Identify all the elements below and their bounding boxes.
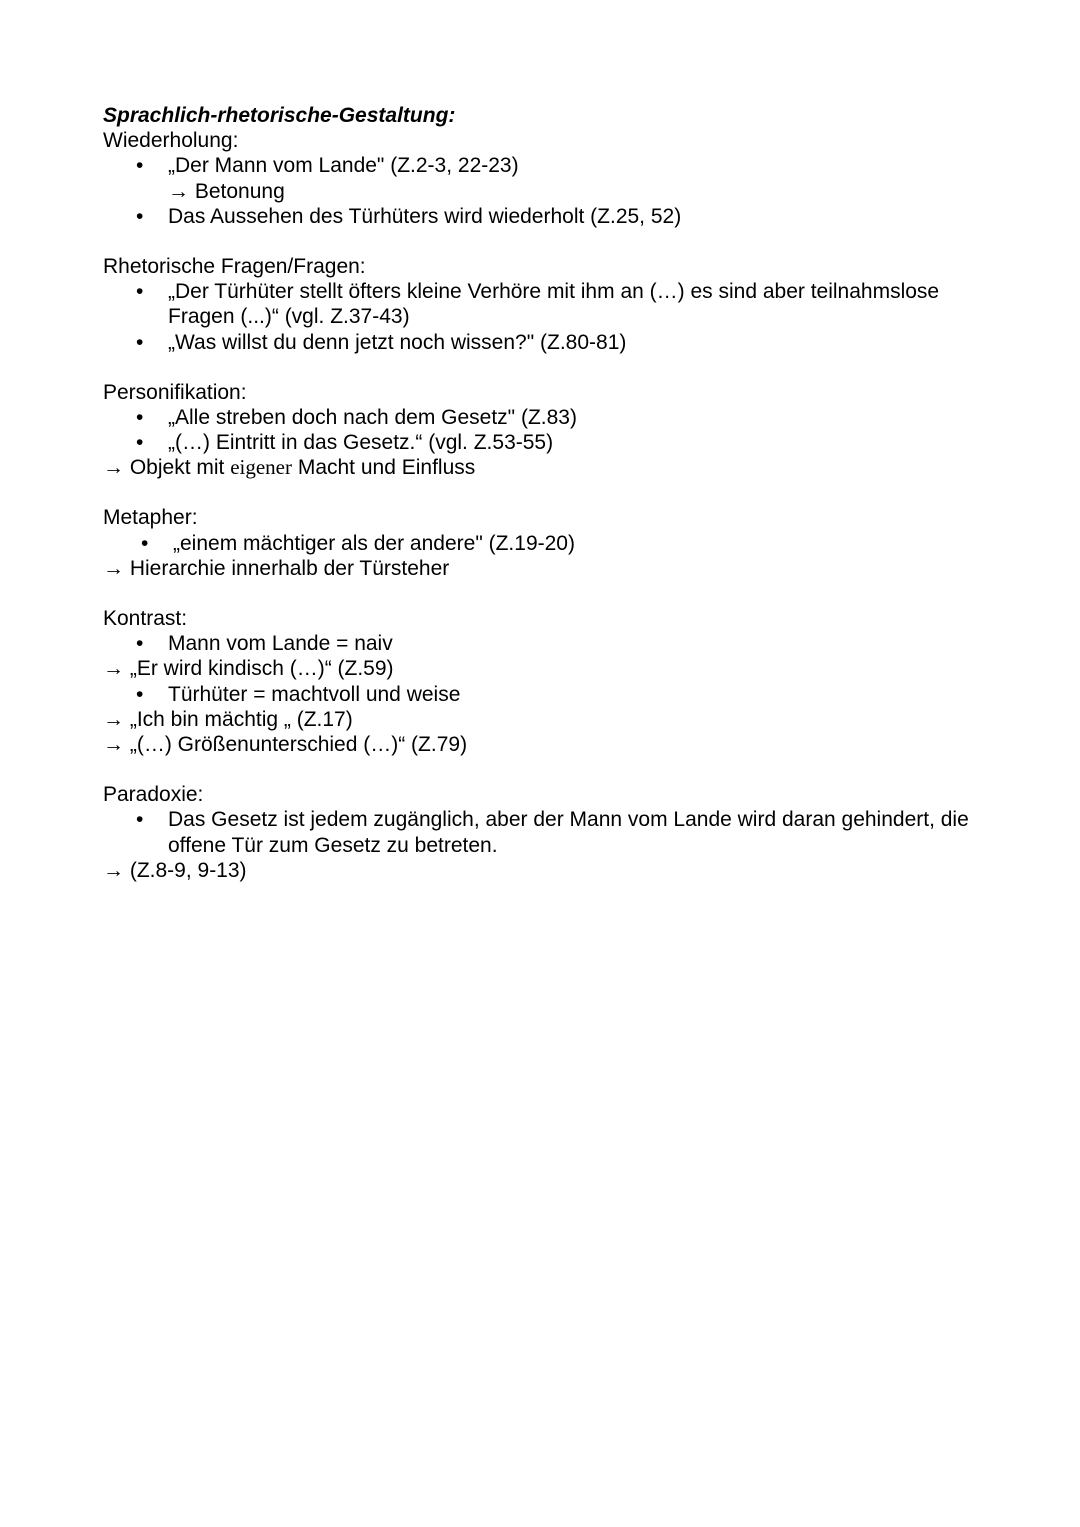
bullet-icon: • — [136, 808, 144, 832]
bullet-icon: • — [136, 280, 144, 304]
list-item-text: Das Aussehen des Türhüters wird wiederholt (Z.25, 52) — [168, 204, 682, 228]
bullet-icon: • — [136, 682, 144, 706]
note-line: → Hierarchie innerhalb der Türsteher — [103, 556, 450, 580]
list-item — [103, 531, 1003, 556]
section-heading-personifikation: Personifikation: — [103, 380, 247, 404]
bullet-icon: • — [136, 405, 144, 429]
list-item — [103, 153, 1003, 178]
list-item — [103, 682, 1003, 707]
section-heading-fragen: Rhetorische Fragen/Fragen: — [103, 254, 366, 278]
bullet-icon: • — [136, 204, 144, 228]
section-heading-wiederholung: Wiederholung: — [103, 129, 239, 153]
bullet-icon: • — [141, 531, 149, 555]
note-serif-word: eigener — [230, 455, 292, 480]
note-suffix: Macht und Einfluss — [292, 456, 476, 480]
list-item-text: „Der Türhüter stellt öfters kleine Verhöre mit ihm an (…) es sind aber teilnahmslose Fragen (...)“ (vgl. Z.37-43) — [168, 280, 940, 329]
list-item-text: Türhüter = machtvoll und weise — [168, 682, 461, 706]
list-item-text: „Der Mann vom Lande" (Z.2-3, 22-23) — [168, 154, 519, 178]
list-item-text: Mann vom Lande = naiv — [168, 632, 393, 656]
list-item — [103, 430, 1003, 455]
section-heading-kontrast: Kontrast: — [103, 607, 188, 631]
bullet-icon: • — [136, 330, 144, 354]
list-item — [103, 807, 1003, 857]
bullet-icon: • — [136, 154, 144, 178]
note-line: → (Z.8-9, 9-13) — [103, 858, 247, 882]
list-item-text: „Was willst du denn jetzt noch wissen?" (Z.80-81) — [168, 330, 627, 354]
bullet-icon: • — [136, 632, 144, 656]
list-item — [103, 631, 1003, 656]
page-title: Sprachlich-rhetorische-Gestaltung: — [103, 104, 456, 127]
list-item — [103, 330, 1003, 355]
list-item-text: „Alle streben doch nach dem Gesetz" (Z.83) — [168, 405, 577, 429]
section-heading-metapher: Metapher: — [103, 506, 198, 530]
section-heading-paradoxie: Paradoxie: — [103, 783, 204, 807]
note-line: → „(…) Größenunterschied (…)“ (Z.79) — [103, 732, 468, 756]
document-page — [103, 103, 1003, 883]
list-item — [103, 405, 1003, 430]
list-item — [103, 204, 1003, 229]
list-item-text: „einem mächtiger als der andere" (Z.19-20) — [173, 531, 575, 555]
list-item-continuation: → Betonung — [168, 179, 285, 203]
list-item — [103, 279, 1003, 329]
note-line: → „Er wird kindisch (…)“ (Z.59) — [103, 657, 394, 681]
bullet-icon: • — [136, 431, 144, 455]
note-line — [103, 455, 1003, 480]
list-item-text: „(…) Eintritt in das Gesetz.“ (vgl. Z.53-55) — [168, 431, 554, 455]
list-item-text: Das Gesetz ist jedem zugänglich, aber der Mann vom Lande wird daran gehindert, die offene Tür zum Gesetz zu betreten. — [168, 808, 969, 857]
note-line: → „Ich bin mächtig „ (Z.17) — [103, 707, 353, 731]
note-prefix: → Objekt mit — [103, 456, 231, 480]
